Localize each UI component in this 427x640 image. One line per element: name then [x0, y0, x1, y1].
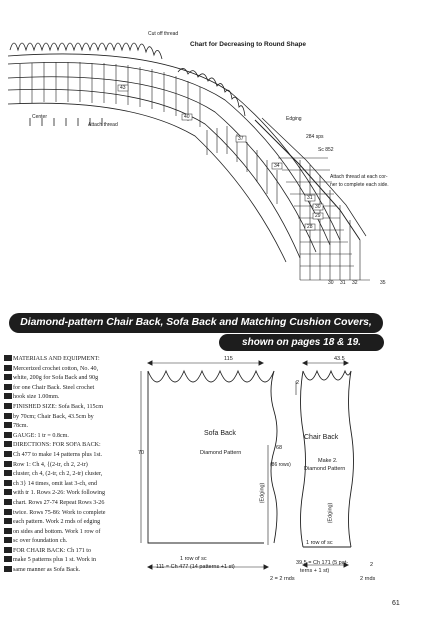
sofa-bottom-row: 1 row of sc — [180, 556, 207, 562]
section-subtitle-banner: shown on pages 18 & 19. — [219, 334, 384, 351]
instruction-line: by 70cm; Chair Back, 43.5cm by — [4, 413, 140, 423]
chair-top-side: 2 — [296, 380, 300, 386]
page-number: 61 — [392, 600, 400, 607]
corner-note: ner to complete each side. — [330, 182, 389, 188]
sofa-pattern: Diamond Pattern — [200, 450, 242, 456]
row-number: 30 — [315, 204, 321, 210]
instruction-line: for one Chair Back. Steel crochet — [4, 384, 140, 394]
sofa-side-rows: (86 rows) — [270, 462, 291, 468]
instruction-line: on sides and bottom. Work 1 row of — [4, 528, 140, 538]
instructions-text — [4, 355, 140, 576]
sofa-title: Sofa Back — [204, 430, 236, 437]
sofa-chair-schematic — [138, 355, 393, 595]
sofa-foundation: 111 = Ch 477 (14 patterns +1 st) — [156, 564, 235, 570]
instruction-line: ch 3} 14 times, omit last 3-ch, end — [4, 480, 140, 490]
instruction-line: twice. Rows 75-86: Work to complete — [4, 509, 140, 519]
col-number: 35 — [380, 280, 386, 286]
sps-label: 284 sps — [306, 134, 324, 140]
col-number: 31 — [340, 280, 346, 286]
chair-rnds: 2 rnds — [360, 576, 376, 582]
sofa-height: 70 — [138, 450, 145, 456]
chair-right-dim: 2 — [370, 562, 374, 568]
corner-note: Attach thread at each cor- — [330, 174, 388, 180]
instruction-line: cluster, ch 4, (2-tr, ch 2, 2-tr) cluster, — [4, 470, 140, 480]
instruction-line: 78cm. — [4, 422, 140, 432]
instruction-line: hook size 1.00mm. — [4, 393, 140, 403]
edging-label: Edging — [286, 116, 302, 122]
col-number: 30 — [328, 280, 334, 286]
instruction-line: sc over foundation ch. — [4, 537, 140, 547]
chair-foundation-1: 39.5 = Ch 171 (5 pat- — [296, 560, 349, 566]
instruction-line: with tr 1. Rows 2-26: Work following — [4, 489, 140, 499]
instruction-line: make 5 patterns plus 1 st. Work in — [4, 556, 140, 566]
section-banner: Diamond-pattern Chair Back, Sofa Back and Matching Cushion Covers, — [9, 313, 383, 333]
chair-bottom-row: 1 row of sc — [306, 540, 333, 546]
chart-title: Chart for Decreasing to Round Shape — [190, 41, 306, 48]
instruction-line: MATERIALS AND EQUIPMENT: — [4, 355, 140, 365]
sc-label: Sc 852 — [318, 147, 334, 153]
instruction-line: FINISHED SIZE: Sofa Back, 115cm — [4, 403, 140, 413]
sofa-edging: (Edging) — [259, 482, 266, 504]
chair-make: Make 2. — [318, 458, 338, 464]
sofa-rnds: 2 = 2 rnds — [270, 576, 295, 582]
instruction-line: Row 1: Ch 4, {(2-tr, ch 2, 2-tr) — [4, 461, 140, 471]
instruction-line: chart. Rows 27-74 Repeat Rows 3-26 — [4, 499, 140, 509]
row-number: 34 — [274, 163, 280, 169]
instruction-line: Ch 477 to make 14 patterns plus 1st. — [4, 451, 140, 461]
center-label: Center — [32, 114, 48, 120]
row-number: 28 — [307, 224, 313, 230]
row-number: 29 — [315, 213, 321, 219]
attach-thread-label: Attach thread — [88, 122, 118, 128]
chair-pattern: Diamond Pattern — [304, 466, 346, 472]
row-number: 37 — [238, 136, 244, 142]
row-number: 31 — [307, 195, 313, 201]
chair-title: Chair Back — [304, 434, 339, 441]
chair-foundation-2: terns + 1 st) — [300, 568, 330, 574]
instruction-line: white, 200g for Sofa Back and 90g — [4, 374, 140, 384]
instruction-line: GAUGE: 1 tr = 0.8cm. — [4, 432, 140, 442]
instruction-line: DIRECTIONS: FOR SOFA BACK: — [4, 441, 140, 451]
instruction-line: Mercerized crochet cotton, No. 40, — [4, 365, 140, 375]
instruction-line: each pattern. Work 2 rnds of edging — [4, 518, 140, 528]
sofa-side-dim: 68 — [276, 445, 283, 451]
col-number: 32 — [352, 280, 358, 286]
chair-edging: (Edging) — [327, 502, 334, 524]
sofa-width: 115 — [224, 356, 233, 362]
instruction-line: FOR CHAIR BACK: Ch 171 to — [4, 547, 140, 557]
chair-width: 43.5 — [334, 356, 345, 362]
row-number: 43 — [120, 85, 126, 91]
cut-off-label: Cut off thread — [148, 31, 179, 37]
row-number: 40 — [184, 114, 190, 120]
instruction-line: same manner as Sofa Back. — [4, 566, 140, 576]
